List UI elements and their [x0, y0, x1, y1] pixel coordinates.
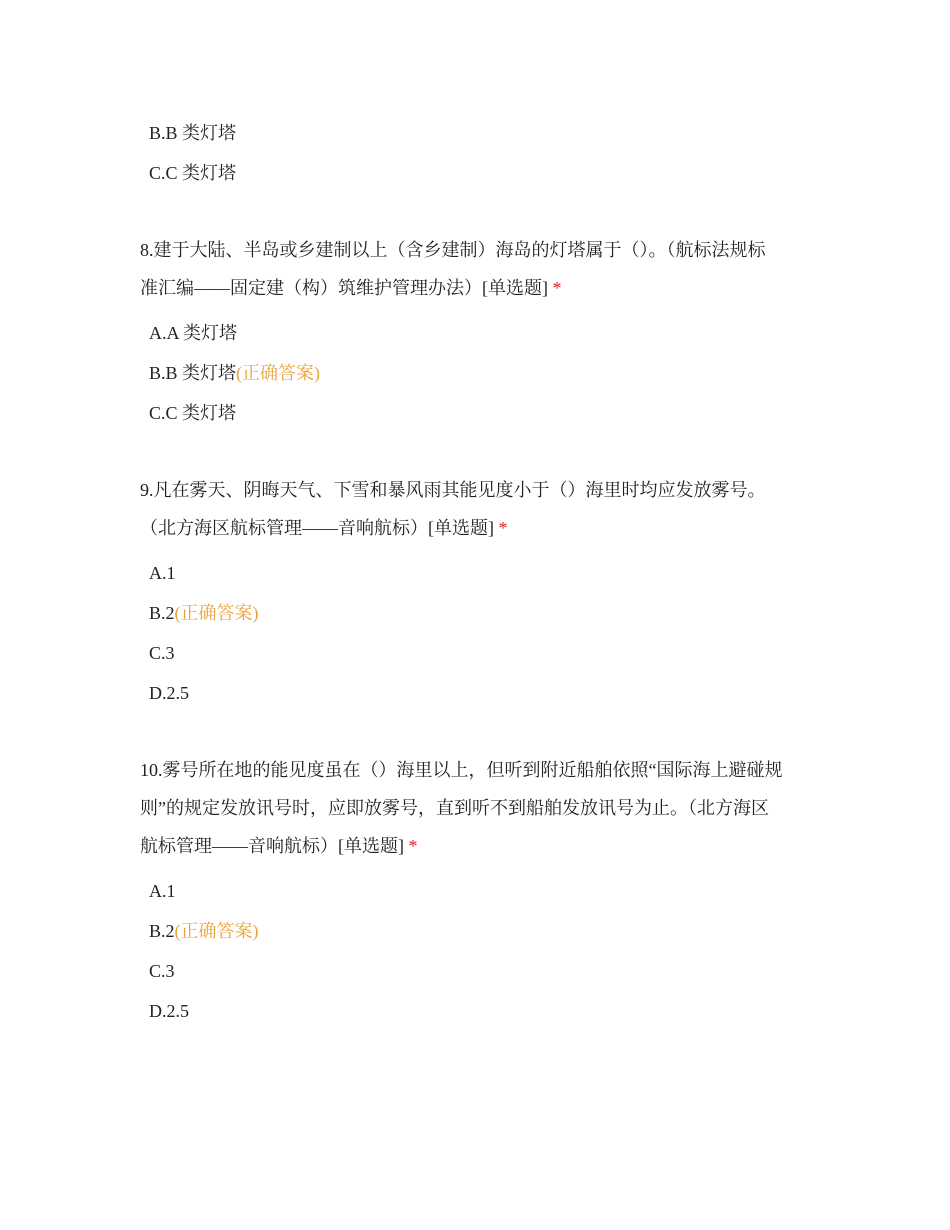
question-text	[140, 471, 812, 547]
option-c[interactable]	[149, 641, 175, 665]
question-line-text: 航标管理——音响航标）[单选题]	[140, 836, 404, 856]
option-b[interactable]	[149, 919, 259, 943]
question-text	[140, 231, 812, 307]
question-line: 8.建于大陆、半岛或乡建制以上（含乡建制）海岛的灯塔属于（）。（航标法规标	[140, 240, 766, 260]
question-line: 9.凡在雾天、阴晦天气、下雪和暴风雨其能见度小于（）海里时均应发放雾号。	[140, 480, 766, 500]
option-label: C.3	[149, 961, 175, 981]
required-mark: *	[498, 518, 508, 538]
option-c[interactable]	[149, 161, 236, 185]
option-label: B.2	[149, 603, 175, 623]
option-label: C.C 类灯塔	[149, 403, 237, 423]
option-label: D.2.5	[149, 683, 189, 703]
question-line	[140, 269, 812, 307]
option-b[interactable]	[149, 121, 236, 145]
option-a[interactable]	[149, 321, 237, 345]
required-mark: *	[408, 836, 418, 856]
option-label: B.B 类灯塔	[149, 363, 237, 383]
required-mark: *	[552, 278, 562, 298]
option-label: A.A 类灯塔	[149, 323, 238, 343]
option-label: D.2.5	[149, 1001, 189, 1021]
correct-answer-tag: (正确答案)	[236, 363, 321, 383]
question-line: 10.雾号所在地的能见度虽在（）海里以上，但听到附近船舶依照“国际海上避碰规	[140, 760, 783, 780]
question-line	[140, 509, 812, 547]
option-label: C.C 类灯塔	[149, 163, 237, 183]
correct-answer-tag: (正确答案)	[174, 603, 259, 623]
option-c[interactable]	[149, 959, 175, 983]
option-b[interactable]	[149, 601, 259, 625]
option-c[interactable]	[149, 401, 236, 425]
question-line-text: 准汇编——固定建（构）筑维护管理办法）[单选题]	[140, 278, 548, 298]
question-line	[140, 827, 812, 865]
option-label: B.2	[149, 921, 175, 941]
option-label: A.1	[149, 563, 176, 583]
option-d[interactable]	[149, 681, 189, 705]
option-label: C.3	[149, 643, 175, 663]
option-label: B.B 类灯塔	[149, 123, 237, 143]
option-a[interactable]	[149, 561, 176, 585]
correct-answer-tag: (正确答案)	[174, 921, 259, 941]
option-a[interactable]	[149, 879, 176, 903]
option-d[interactable]	[149, 999, 189, 1023]
option-label: A.1	[149, 881, 176, 901]
option-b[interactable]	[149, 361, 320, 385]
question-text	[140, 751, 812, 865]
question-line-text: （北方海区航标管理——音响航标）[单选题]	[140, 518, 494, 538]
question-line: 则”的规定发放讯号时，应即放雾号，直到听不到船舶发放讯号为止。（北方海区	[140, 798, 769, 818]
